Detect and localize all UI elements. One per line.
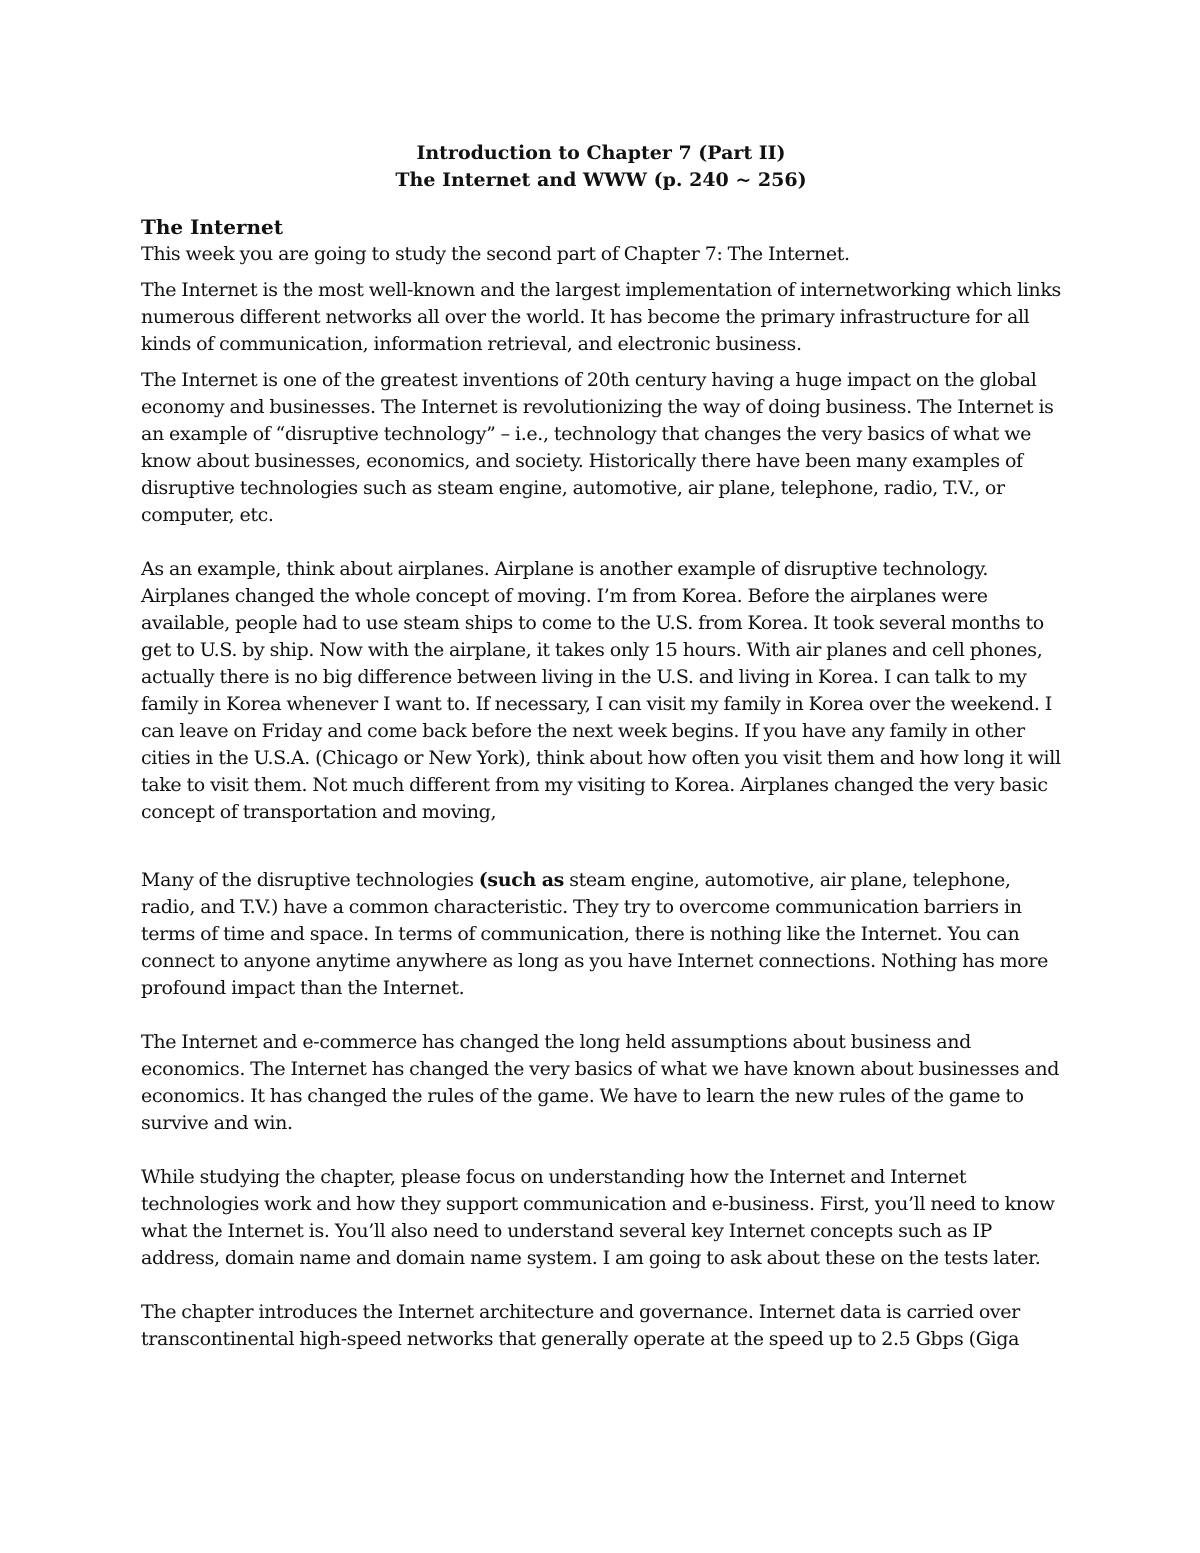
paragraph-intro: This week you are going to study the second part of Chapter 7: The Internet. — [141, 243, 850, 265]
paragraph-definition: The Internet is the most well-known and the largest implementation of internetworking which links numerous different networks all over the world. It has become the primary infrastructure for all kinds of communication, information retrieval, and electronic business. — [141, 279, 1061, 355]
paragraph-architecture: The chapter introduces the Internet architecture and governance. Internet data is carried over transcontinental high-speed networks that generally operate at the speed up to 2.5 Gbps (Giga — [141, 1301, 1020, 1350]
paragraph-common-characteristic — [141, 867, 1061, 1002]
p5-text-end: steam engine, automotive, air plane, telephone, radio, and T.V.) have a common characteristic. They try to overcome communication barriers in terms of time and space. In terms of communication, there is nothing like the Internet. You can connect to anyone anytime anywhere as long as you have Internet connections. Nothing has more profound impact than the Internet. — [141, 869, 1048, 999]
title-line-1: Introduction to Chapter 7 (Part II) — [416, 142, 786, 164]
paragraph-study-focus: While studying the chapter, please focus on understanding how the Internet and Internet technologies work and how they support communication and e-business. First, you’ll need to know what the Internet is. You’ll also need to understand several key Internet concepts such as IP address, domain name and domain name system. I am going to ask about these on the tests later. — [141, 1166, 1055, 1269]
p5-bold-text: (such as — [478, 869, 565, 891]
paragraph-airplane-example: As an example, think about airplanes. Airplane is another example of disruptive technology. Airplanes changed the whole concept of moving. I’m from Korea. Before the airplanes were available, people had to use steam ships to come to the U.S. from Korea. It took several months to get to U.S. by ship. Now with the airplane, it takes only 15 hours. With air planes and cell phones, actually there is no big difference between living in the U.S. and living in Korea. I can talk to my family in Korea whenever I want to. If necessary, I can visit my family in Korea over the weekend. I can leave on Friday and come back before the next week begins. If you have any family in other cities in the U.S.A. (Chicago or New York), think about how often you visit them and how long it will take to visit them. Not much different from my visiting to Korea. Airplanes changed the very basic concept of transportation and moving, — [141, 558, 1061, 823]
title-line-2: The Internet and WWW (p. 240 ~ 256) — [395, 169, 807, 191]
section-heading: The Internet — [141, 215, 284, 239]
document-body — [141, 140, 1061, 1353]
document-title — [141, 140, 1061, 194]
paragraph-disruptive-technology: The Internet is one of the greatest inventions of 20th century having a huge impact on the global economy and businesses. The Internet is revolutionizing the way of doing business. The Internet is an example of “disruptive technology” – i.e., technology that changes the very basics of what we know about businesses, economics, and society. Historically there have been many examples of disruptive technologies such as steam engine, automotive, air plane, telephone, radio, T.V., or computer, etc. — [141, 369, 1054, 526]
paragraph-ecommerce: The Internet and e-commerce has changed the long held assumptions about business and economics. The Internet has changed the very basics of what we have known about businesses and economics. It has changed the rules of the game. We have to learn the new rules of the game to survive and win. — [141, 1031, 1060, 1134]
p5-text-start: Many of the disruptive technologies — [141, 869, 479, 891]
